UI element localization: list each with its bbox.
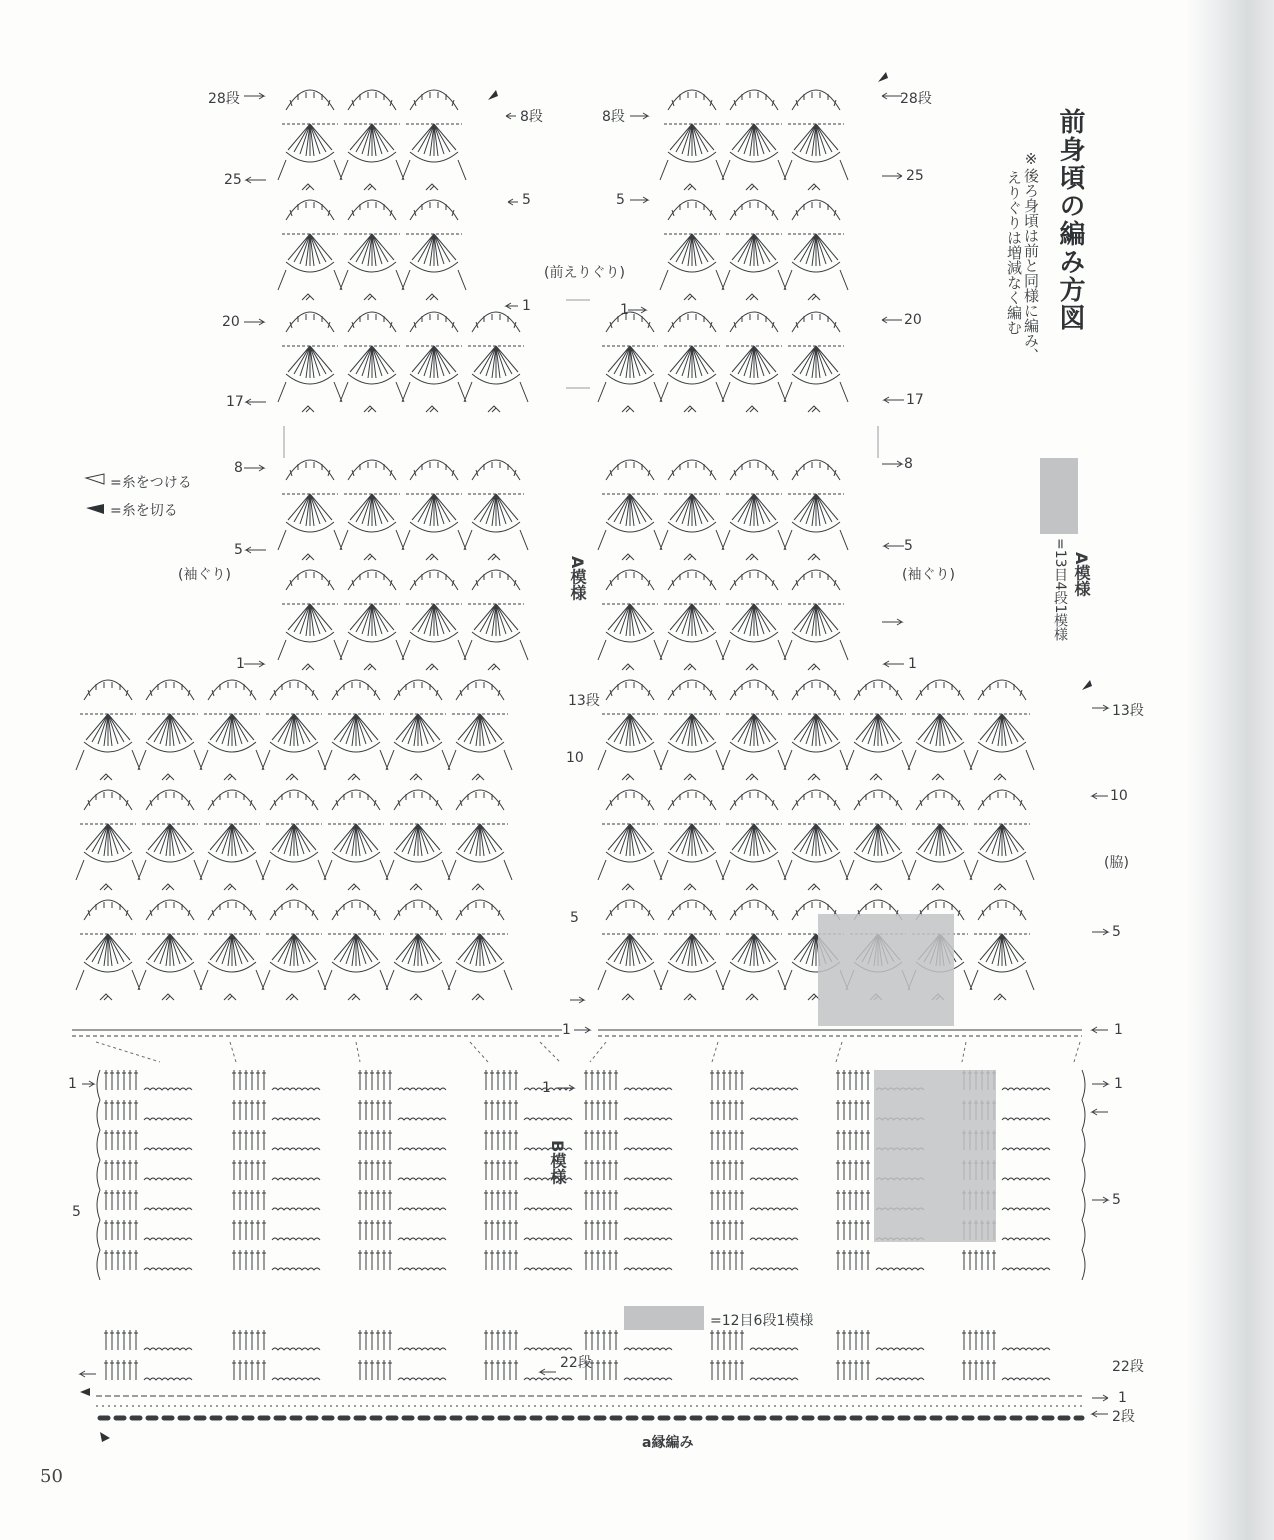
legend-attach: =糸をつける [110,475,192,491]
row-label: 5 [616,192,625,208]
row-label: 13段 [1112,703,1144,719]
row-label: 5 [1112,924,1121,940]
page-gutter [1186,0,1274,1540]
row-label: 1 [1114,1022,1123,1038]
row-label: 5 [72,1204,81,1220]
row-label: 13段 [568,693,600,709]
row-label: 1 [542,1080,551,1096]
row-label: 5 [1112,1192,1121,1208]
row-label: 1 [68,1076,77,1092]
row-label: 10 [1110,788,1128,804]
legend-cut: =糸を切る [110,503,178,519]
pattern-b-center-label: B模様 [548,1140,567,1185]
row-label: 17 [226,394,244,410]
row-label: 22段 [560,1355,592,1371]
row-label: 8段 [602,109,625,125]
row-label: 1 [1118,1390,1127,1406]
note-line-1: ※後ろ身頃は前と同様に編み、 [1022,150,1040,363]
neck-label: (前えりぐり) [544,265,625,281]
pattern-a-name: A模様 [1072,552,1091,597]
armhole-left-label: (袖ぐり) [178,567,231,583]
connector-lines [96,1042,1080,1062]
row-label: 20 [222,314,240,330]
row-label: 1 [522,298,531,314]
shade-b-repeat [874,1070,996,1242]
legend-swatch-a [1040,458,1078,534]
side-label: (脇) [1104,855,1129,871]
row-label: 2段 [1112,1409,1135,1425]
page-title: 前身頃の編み方図 [1055,108,1085,332]
row-label: 25 [906,168,924,184]
pattern-a-center-label: A模様 [568,556,587,601]
legend-swatch-b [624,1306,704,1330]
note-line-2: えりぐりは増減なく編む [1005,170,1023,335]
row-label: 5 [904,538,913,554]
upper-right-panel [598,90,848,670]
shade-a-repeat [818,914,954,1026]
row-label: 17 [906,392,924,408]
upper-left-panel [278,90,528,670]
page-number: 50 [40,1466,63,1487]
row-label: 8段 [520,109,543,125]
row-label: 28段 [208,91,240,107]
row-label: 20 [904,312,922,328]
row-label: 5 [522,192,531,208]
row-label: 1 [1114,1076,1123,1092]
row-label: 1 [236,656,245,672]
row-label: 8 [904,456,913,472]
row-label: 8 [234,460,243,476]
row-label: 22段 [1112,1359,1144,1375]
row-label: 10 [566,750,584,766]
edging-rows [96,1396,1082,1418]
row-label: 1 [908,656,917,672]
row-label: 5 [234,542,243,558]
row-label: 1 [562,1022,571,1038]
pattern-b-desc: =12目6段1模様 [710,1313,814,1329]
edging-label: a縁編み [642,1435,694,1451]
armhole-right-label: (袖ぐり) [902,567,955,583]
row-label: 28段 [900,91,932,107]
row-label: 5 [570,910,579,926]
pattern-a-desc: =13目4段1模様 [1052,538,1068,642]
row-label: 1 [620,302,629,318]
row-label: 25 [224,172,242,188]
